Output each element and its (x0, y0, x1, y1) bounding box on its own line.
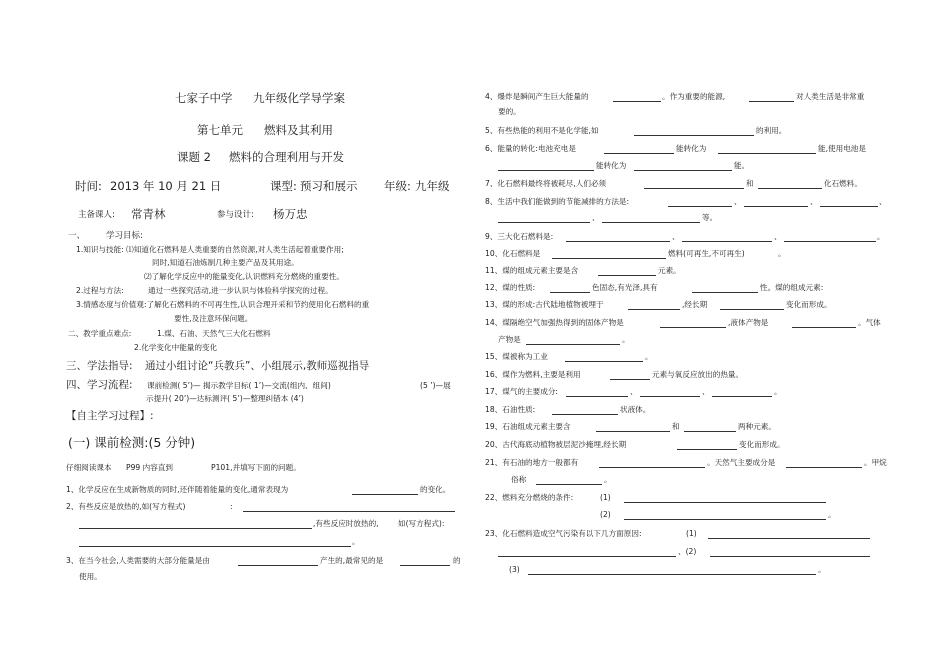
q14-blank-2[interactable] (792, 327, 856, 328)
question-2b: ,有些反应时放热的, (313, 519, 379, 528)
instruction-a: 仔细阅读课本 (66, 463, 112, 472)
focus-1: 1.煤、石油、天然气三大化石燃料 (157, 329, 271, 338)
question-18b: 状液体。 (620, 405, 651, 414)
lesson-name: 燃料的合理利用与开发 (229, 150, 344, 164)
q19-blank-1[interactable] (596, 431, 670, 432)
q9-sep-1: 、 (672, 232, 680, 241)
question-19b: 和 (672, 422, 680, 431)
q23-blank-1[interactable] (708, 538, 870, 539)
question-6b: 能转化为 (676, 144, 707, 153)
q23-item-3: (3) (509, 565, 520, 574)
self-study-heading: 【自主学习过程】: (66, 410, 154, 422)
q23-item-2: 、(2) (678, 547, 697, 556)
question-23-end: 。 (818, 565, 826, 574)
question-10b: 燃料(可再生,不可再生) (668, 249, 745, 258)
q9-blank-3[interactable] (784, 241, 876, 242)
q7-blank-1[interactable] (644, 188, 744, 189)
q8-blank-2[interactable] (744, 206, 808, 207)
question-2-end: 。 (352, 537, 360, 546)
goal-3: 3.情感态度与价值观:了解化石燃料的不可再生性,认识合理开采和节约使用化石燃料的重 (76, 300, 370, 309)
question-22: 22、燃料充分燃烧的条件: (485, 493, 574, 502)
q17-blank-3[interactable] (712, 396, 772, 397)
question-7c: 化石燃料。 (824, 179, 862, 188)
pre-test-heading: (一) 课前检测:(5 分钟) (68, 435, 196, 450)
goal-1b: 同时,知道石油炼制几种主要产品及其用途。 (152, 258, 299, 267)
q6-blank-3[interactable] (498, 170, 594, 171)
question-12b: 色固态,有光泽,具有 (592, 283, 658, 292)
q9-sep-2: 、 (774, 232, 782, 241)
q22-item-2: (2) (600, 510, 611, 519)
q18-blank[interactable] (552, 414, 618, 415)
question-4b: 。作为重要的能源, (662, 92, 726, 101)
question-19c: 两种元素。 (738, 422, 776, 431)
q13-blank-1[interactable] (628, 309, 680, 310)
question-5b: 的利用。 (756, 126, 787, 135)
goal-1c: ⑵了解化学反应中的能量变化,认识燃料充分燃烧的重要性。 (144, 272, 344, 281)
q6-blank-4[interactable] (634, 170, 732, 171)
question-21c: 。甲烷 (864, 458, 887, 467)
question-13: 13、煤的形成:古代陆地植物被埋于 (485, 300, 604, 309)
section-1-number: 一、 (68, 231, 86, 241)
question-15: 15、煤被称为工业 (485, 352, 548, 361)
q21-blank-1[interactable] (599, 467, 705, 468)
q22-item-1: (1) (600, 493, 611, 502)
question-3c: 的 (453, 556, 461, 565)
question-17-end: 。 (774, 387, 782, 396)
q8-blank-3[interactable] (820, 206, 878, 207)
grade-value: 九年级 (415, 179, 450, 193)
q21-blank-2[interactable] (786, 467, 862, 468)
goal-2-label: 2.过程与方法: (76, 286, 124, 295)
question-23: 23、化石燃料造成空气污染有以下几方面原因: (485, 529, 642, 538)
question-3d: 使用。 (79, 572, 102, 581)
question-14e: 。 (622, 335, 630, 344)
section-3-text: 通过小组讨论“兵教兵”、小组展示,教师巡视指导 (145, 360, 370, 372)
question-18: 18、石油性质: (485, 405, 536, 414)
q2-blank-2[interactable] (79, 528, 312, 529)
q22-blank-1[interactable] (624, 502, 826, 503)
question-7: 7、化石燃料最终将被耗尽,人们必须 (485, 179, 607, 188)
section-2: 二、教学重点难点: (68, 329, 132, 338)
q11-blank[interactable] (598, 275, 656, 276)
q7-blank-2[interactable] (758, 188, 822, 189)
q23-item-1: (1) (686, 529, 697, 538)
section-4-label: 四、学习流程: (66, 379, 133, 391)
q8-sep-3: 、 (879, 197, 887, 206)
question-12c: 性。煤的组成元素: (760, 283, 824, 292)
q21-blank-3[interactable] (536, 484, 602, 485)
goal-3b: 要性,及注意环保问题。 (174, 314, 253, 323)
question-10: 10、化石燃料是 (485, 249, 541, 258)
q4-blank-2[interactable] (749, 101, 794, 102)
preparer-value: 常青林 (131, 207, 166, 221)
q3-blank-2[interactable] (400, 565, 450, 566)
question-22-end: 。 (828, 510, 836, 519)
time-value: 2013 年 10 月 21 日 (110, 179, 222, 193)
q17-blank-1[interactable] (566, 396, 628, 397)
participant-label: 参与设计: (217, 210, 254, 220)
q8-blank-4[interactable] (498, 222, 590, 223)
question-4: 4、爆炸是瞬间产生巨大能量的 (485, 92, 589, 101)
question-3b: 产生的,最常见的是 (320, 556, 384, 565)
q9-blank-1[interactable] (566, 241, 670, 242)
q2-blank-3[interactable] (79, 546, 351, 547)
time-label: 时间: (75, 179, 102, 193)
question-16: 16、煤作为燃料,主要是利用 (485, 370, 581, 379)
q14-blank-3[interactable] (526, 344, 620, 345)
unit-name: 燃料及其利用 (264, 123, 333, 137)
question-21: 21、有石油的地方一般都有 (485, 458, 579, 467)
q12-blank-2[interactable] (692, 292, 758, 293)
q2-blank-1[interactable] (243, 511, 455, 512)
goal-1a: 1.知识与技能: ⑴知道化石燃料是人类重要的自然资源,对人类生活起着重要作用; (76, 245, 344, 254)
question-1-end: 的变化。 (420, 485, 451, 494)
flow-line-2: 示提升( 20’)—达标测评( 5’)—整理纠错本 (4’) (146, 394, 304, 403)
question-19: 19、石油组成元素主要含 (485, 422, 571, 431)
q16-blank[interactable] (610, 379, 650, 380)
unit-label: 第七单元 (197, 123, 243, 137)
question-7b: 和 (746, 179, 754, 188)
q8-sep-2: 、 (810, 197, 818, 206)
question-2: 2、有些反应是放热的,如(写方程式) (66, 502, 186, 511)
instruction-c: P101,并填写下面的问题。 (211, 463, 301, 472)
question-6e: 能。 (734, 161, 750, 170)
q8-blank-5[interactable] (602, 222, 700, 223)
title-school: 七家子中学 (175, 91, 233, 105)
q22-blank-2[interactable] (624, 519, 826, 520)
question-8: 8、生活中我们能做到的节能减排的方法是: (485, 197, 630, 206)
question-2-colon: : (230, 502, 233, 511)
lesson-number: 课题 2 (177, 150, 211, 164)
question-9: 9、三大化石燃料是: (485, 232, 554, 241)
q17-sep-2: 、 (702, 387, 710, 396)
preparer-label: 主备课人: (78, 210, 115, 220)
question-3: 3、在当今社会,人类需要的大部分能量是由 (66, 556, 210, 565)
q12-blank-1[interactable] (550, 292, 590, 293)
question-13c: 变化而形成。 (786, 300, 832, 309)
q15-blank[interactable] (565, 361, 643, 362)
question-6c: 能,使用电池是 (818, 144, 866, 153)
question-8-end: 等。 (702, 213, 718, 222)
type-value: 预习和展示 (300, 179, 358, 193)
question-6d: 能转化为 (596, 161, 627, 170)
q17-blank-2[interactable] (640, 396, 700, 397)
section-3-label: 三、学法指导: (66, 360, 133, 372)
participant-value: 杨万忠 (273, 207, 308, 221)
q23-blank-4[interactable] (528, 574, 816, 575)
question-21d: 俗称 (511, 475, 527, 484)
question-14c: 。气体 (858, 318, 881, 327)
question-5: 5、有些热能的利用不是化学能,如 (485, 126, 599, 135)
question-21b: 。天然气主要成分是 (707, 458, 776, 467)
q4-blank-1[interactable] (613, 101, 661, 102)
question-11b: 元素。 (658, 266, 681, 275)
q19-blank-2[interactable] (684, 431, 736, 432)
type-label: 课型: (270, 179, 297, 193)
focus-2: 2.化学变化中能量的变化 (134, 343, 218, 352)
question-15b: 。 (645, 352, 653, 361)
question-4d: 要的。 (498, 107, 521, 116)
question-11: 11、煤的组成元素主要是含 (485, 266, 579, 275)
question-20: 20、古代海底动植物被层泥沙掩埋,经长期 (485, 440, 627, 449)
question-20b: 变化而形成。 (739, 440, 785, 449)
title-doc: 九年级化学导学案 (253, 91, 345, 105)
question-14d: 产物是 (498, 335, 521, 344)
q3-blank-1[interactable] (238, 565, 318, 566)
question-1: 1、化学反应在生成新物质的同时,还伴随着能量的变化,通常表现为 (66, 485, 289, 494)
question-6: 6、能量的转化:电池充电是 (485, 144, 576, 153)
q5-blank[interactable] (634, 135, 754, 136)
q8-sep-4: 、 (592, 213, 600, 222)
q10-blank[interactable] (552, 258, 666, 259)
q6-blank-2[interactable] (718, 153, 816, 154)
q23-blank-2[interactable] (498, 556, 676, 557)
q8-blank-1[interactable] (668, 206, 732, 207)
grade-label: 年级: (384, 179, 411, 193)
question-14b: ,液体产物是 (728, 318, 769, 327)
goal-2-text: 通过一些探究活动,进一步认识与体验科学探究的过程。 (148, 286, 333, 295)
question-10c: 。 (778, 249, 786, 258)
question-16b: 元素与氧反应放出的热量。 (652, 370, 744, 379)
question-4c: 对人类生活是非常重 (796, 92, 865, 101)
flow-line-1-end: (5 ’)—展 (420, 381, 451, 390)
q23-blank-3[interactable] (710, 556, 870, 557)
q13-blank-2[interactable] (720, 309, 784, 310)
q1-blank[interactable] (352, 494, 418, 495)
q17-sep-1: 、 (630, 387, 638, 396)
q9-blank-2[interactable] (682, 241, 772, 242)
flow-line-1: 课前检测( 5’)— 揭示教学目标( 1’)—交流(组内、组间) (147, 381, 331, 390)
question-12: 12、煤的性质: (485, 283, 536, 292)
q20-blank[interactable] (677, 449, 737, 450)
question-21e: 。 (604, 475, 612, 484)
q8-sep-1: 、 (734, 197, 742, 206)
question-17: 17、煤气的主要成分: (485, 387, 558, 396)
question-2c: 如(写方程式): (398, 519, 445, 528)
q14-blank-1[interactable] (660, 327, 726, 328)
instruction-b: P99 内容直到 (126, 463, 174, 472)
q6-blank-1[interactable] (604, 153, 674, 154)
question-9-end: 。 (877, 232, 885, 241)
question-14: 14、煤隔绝空气加强热得到的固体产物是 (485, 318, 624, 327)
section-1-title: 学习目标: (106, 231, 143, 241)
question-13b: ,经长期 (682, 300, 708, 309)
